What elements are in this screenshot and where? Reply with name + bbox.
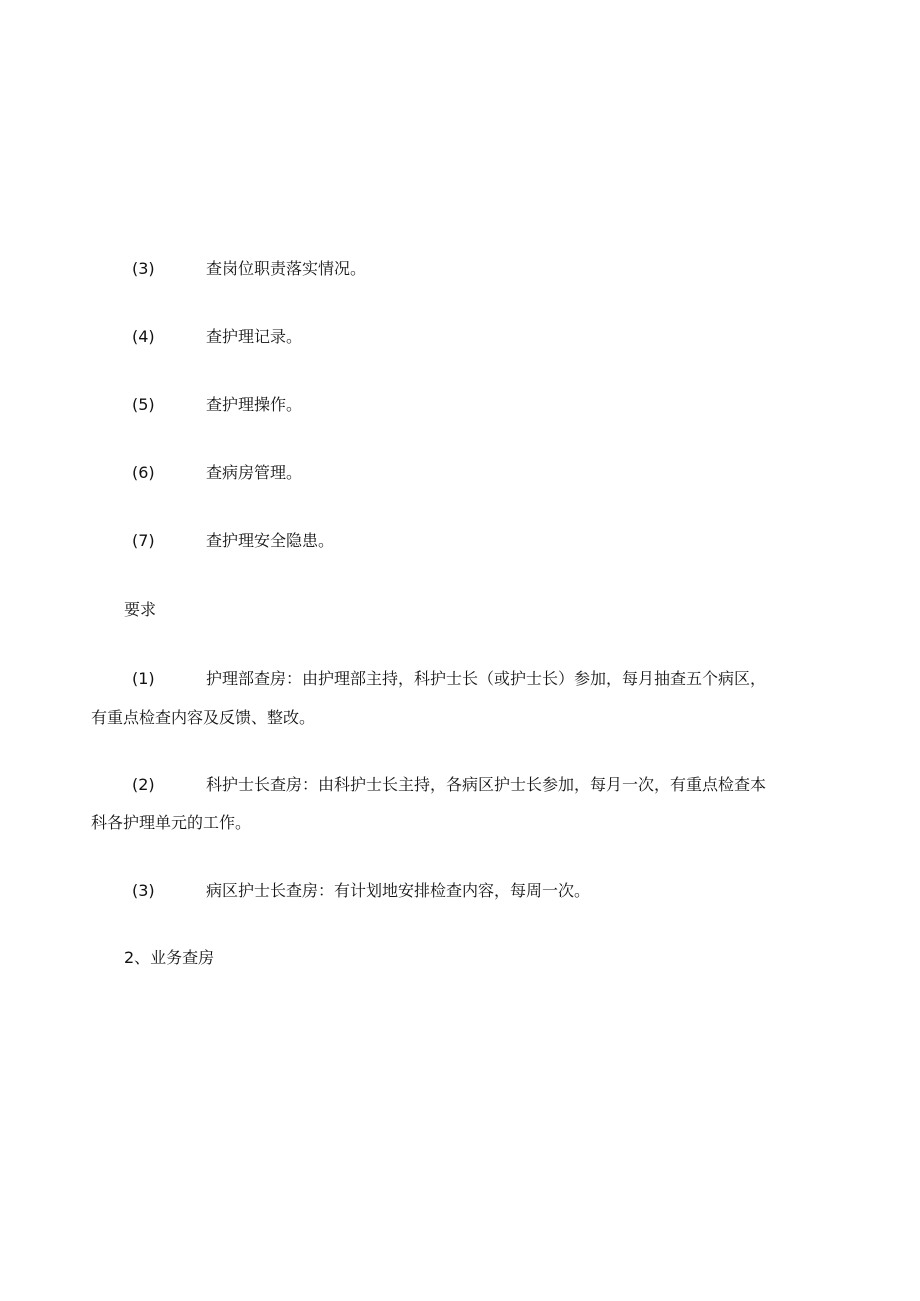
item-4-number: (4) xyxy=(132,327,155,346)
item-3-text: 查岗位职责落实情况。 xyxy=(206,259,367,278)
requirement-1-number: (1) xyxy=(132,669,155,688)
section-heading: 2、业务查房 xyxy=(124,948,215,967)
requirement-2-text: 科护士长查房：由科护士长主持，各病区护士长参加，每月一次，有重点检查本 xyxy=(206,775,767,794)
item-7-text: 查护理安全隐患。 xyxy=(206,531,335,550)
requirement-2-number: (2) xyxy=(132,775,155,794)
item-6-text: 查病房管理。 xyxy=(206,463,303,482)
item-5-number: (5) xyxy=(132,395,155,414)
item-7-number: (7) xyxy=(132,531,155,550)
item-4-text: 查护理记录。 xyxy=(206,327,303,346)
item-6-number: (6) xyxy=(132,463,155,482)
requirement-2-continuation: 科各护理单元的工作。 xyxy=(91,813,252,832)
requirement-1-text: 护理部查房：由护理部主持，科护士长（或护士长）参加，每月抽查五个病区， xyxy=(206,669,767,688)
item-3-number: (3) xyxy=(132,259,155,278)
requirement-3-text: 病区护士长查房：有计划地安排检查内容，每周一次。 xyxy=(206,881,591,900)
requirement-1-continuation: 有重点检查内容及反馈、整改。 xyxy=(91,708,316,727)
requirements-heading: 要求 xyxy=(124,600,157,619)
item-5-text: 查护理操作。 xyxy=(206,395,303,414)
requirement-3-number: (3) xyxy=(132,881,155,900)
